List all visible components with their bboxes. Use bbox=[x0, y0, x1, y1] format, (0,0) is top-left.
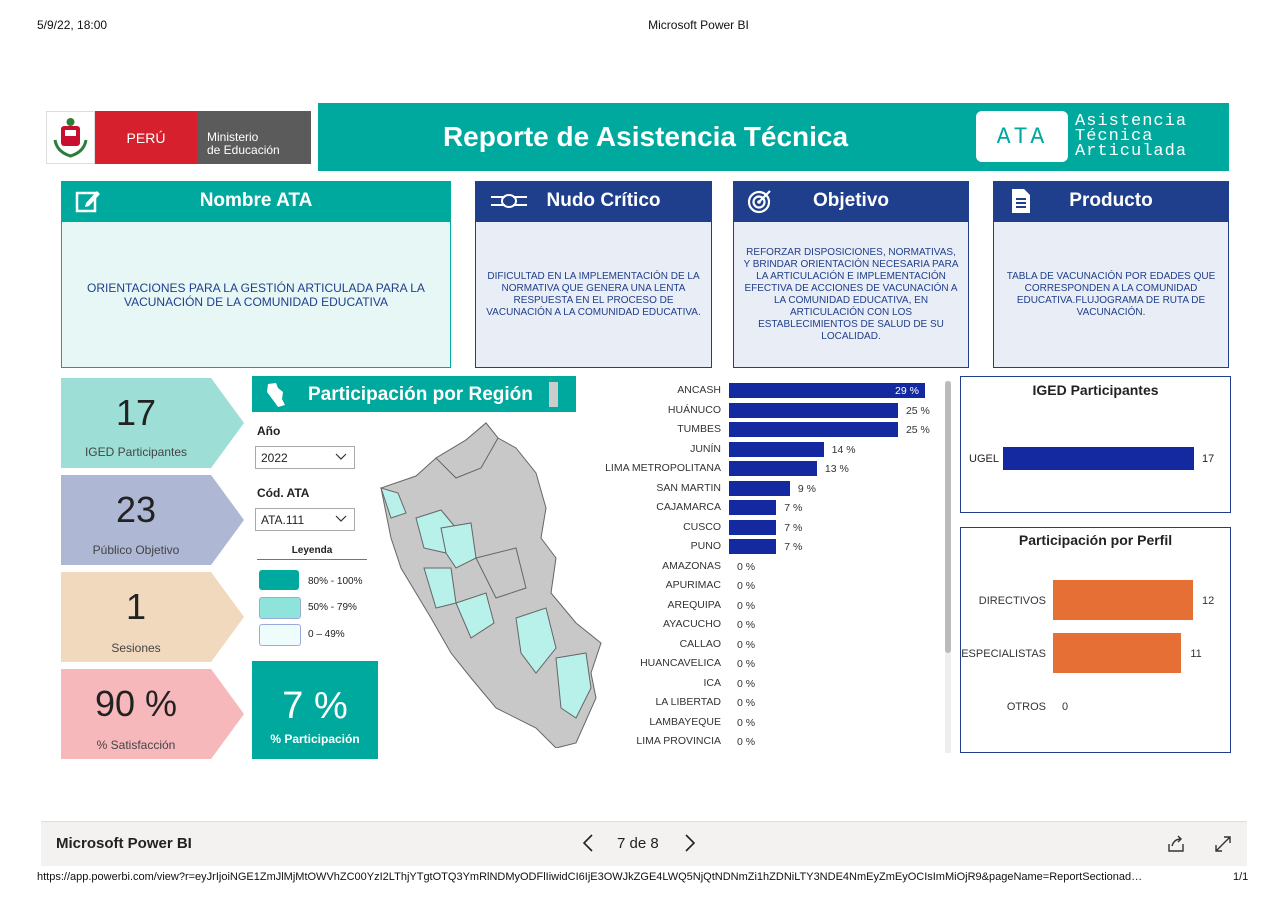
code-filter-label: Cód. ATA bbox=[257, 486, 310, 500]
perfil-bar-chart bbox=[961, 578, 1232, 748]
card-nombre-ata bbox=[61, 181, 451, 368]
code-select[interactable]: ATA.111 bbox=[255, 508, 355, 531]
bar-value-label: 0 % bbox=[737, 599, 756, 612]
bar-value-label: 0 % bbox=[737, 697, 756, 709]
bar-value-label: 0 % bbox=[737, 560, 756, 573]
bar-value-label: 0 % bbox=[737, 658, 756, 670]
year-filter-label: Año bbox=[257, 424, 281, 438]
bar[interactable] bbox=[729, 500, 776, 515]
iged-value: 17 bbox=[1202, 453, 1215, 465]
legend-label-mid: 50% - 79% bbox=[308, 602, 357, 613]
bar-value-label: 14 % bbox=[831, 443, 856, 456]
card-producto bbox=[993, 181, 1229, 368]
bar[interactable] bbox=[729, 442, 824, 457]
document-icon bbox=[1007, 188, 1033, 220]
card-objetivo-body: REFORZAR DISPOSICIONES, NORMATIVAS, Y BRINDAR ORIENTACIÓN NECESARIA PARA LA ARTICULACIÓN E IMPLEMENTACIÓN EFECTIVA DE ACCIONES DE VACUNACIÓN A LA COMUNIDAD EDUCATIVA, EN ARTICULACIÓN CON LOS ESTABLECIMIENTOS DE SALUD DE SU LOCALIDAD. bbox=[733, 221, 969, 368]
participation-value: 7 % bbox=[282, 685, 348, 727]
bar-label: SAN MARTIN bbox=[656, 481, 721, 494]
region-bar-chart bbox=[565, 381, 955, 751]
region-header bbox=[252, 376, 576, 412]
legend-swatch-low bbox=[259, 624, 301, 646]
bar-value-label: 7 % bbox=[784, 521, 803, 534]
card-nudo-critico bbox=[475, 181, 712, 368]
card-nombre-body: ORIENTACIONES PARA LA GESTIÓN ARTICULADA PARA LA VACUNACIÓN DE LA COMUNIDAD EDUCATIVA bbox=[61, 221, 451, 368]
bar-label: ICA bbox=[703, 676, 721, 689]
fullscreen-icon[interactable] bbox=[1213, 834, 1233, 859]
header-accent-bar bbox=[549, 382, 558, 407]
kpi-publico-objetivo: 23 Público Objetivo bbox=[61, 475, 244, 565]
bar-value-label: 0 % bbox=[737, 716, 756, 729]
bar-label: CAJAMARCA bbox=[656, 501, 721, 513]
peru-map-icon bbox=[264, 382, 286, 414]
card-producto-body: TABLA DE VACUNACIÓN POR EDADES QUE CORRESPONDEN A LA COMUNIDAD EDUCATIVA.FLUJOGRAMA DE RUTA DE VACUNACIÓN. bbox=[993, 221, 1229, 368]
page-indicator: 7 de 8 bbox=[617, 835, 659, 852]
bar-label: ANCASH bbox=[677, 384, 721, 396]
bar-label: CUSCO bbox=[683, 520, 721, 533]
scrollbar-thumb[interactable] bbox=[945, 381, 951, 653]
chevron-down-icon bbox=[335, 450, 347, 465]
print-datetime: 5/9/22, 18:00 bbox=[37, 18, 108, 32]
bar-value-label: 13 % bbox=[824, 463, 849, 475]
region-title: Participación por Región bbox=[308, 384, 533, 405]
perfil-bar-value: 11 bbox=[1190, 648, 1202, 660]
bar-label: TUMBES bbox=[677, 423, 721, 435]
bar-label: CALLAO bbox=[679, 637, 721, 650]
card-producto-title: Producto bbox=[1069, 190, 1153, 211]
ata-subtitle: Asistencia Técnica Articulada bbox=[1075, 112, 1188, 161]
legend-swatch-mid bbox=[259, 597, 301, 619]
iged-panel-title: IGED Participantes bbox=[1032, 382, 1159, 398]
coat-of-arms-icon bbox=[46, 111, 95, 164]
edit-icon bbox=[75, 188, 101, 220]
bar-label: LAMBAYEQUE bbox=[649, 715, 721, 728]
prev-page-icon[interactable] bbox=[581, 832, 595, 859]
perfil-bar-label: OTROS bbox=[1006, 701, 1046, 713]
bar-value-label: 0 % bbox=[737, 677, 756, 690]
print-page-count: 1/1 bbox=[1233, 871, 1249, 883]
target-icon bbox=[747, 188, 773, 220]
peru-label: PERÚ bbox=[95, 111, 197, 164]
bar-label: AYACUCHO bbox=[663, 618, 721, 630]
share-icon[interactable] bbox=[1166, 834, 1186, 859]
bar-value-label: 7 % bbox=[784, 541, 803, 553]
bar-value-label: 0 % bbox=[737, 619, 756, 631]
bar-value-label: 25 % bbox=[905, 404, 930, 417]
chevron-down-icon bbox=[335, 512, 347, 527]
report-title: Reporte de Asistencia Técnica bbox=[442, 121, 849, 152]
card-nudo-title: Nudo Crítico bbox=[546, 190, 661, 211]
iged-category-label: UGEL bbox=[969, 453, 999, 465]
card-objetivo-title: Objetivo bbox=[812, 190, 889, 211]
perfil-panel-title: Participación por Perfil bbox=[1018, 532, 1173, 548]
perfil-bar-label: DIRECTIVOS bbox=[978, 595, 1046, 607]
bar-value-label: 25 % bbox=[905, 424, 930, 436]
bar-label: AREQUIPA bbox=[667, 598, 721, 611]
bar-label: APURIMAC bbox=[665, 579, 721, 591]
bar-label: LA LIBERTAD bbox=[655, 696, 721, 708]
card-nudo-body: DIFICULTAD EN LA IMPLEMENTACIÓN DE LA NORMATIVA QUE GENERA UNA LENTA RESPUESTA EN EL PROCESO DE VACUNACIÓN A LA COMUNIDAD EDUCATIVA. bbox=[475, 221, 712, 368]
card-nombre-title: Nombre ATA bbox=[199, 190, 313, 211]
bar[interactable] bbox=[729, 403, 898, 418]
kpi-iged-participantes: 17 IGED Participantes bbox=[61, 378, 244, 468]
year-select[interactable]: 2022 bbox=[255, 446, 355, 469]
bar-value-label: 9 % bbox=[797, 482, 816, 495]
bar[interactable] bbox=[729, 520, 776, 535]
bar-value-label: 0 % bbox=[737, 580, 756, 592]
perfil-bar[interactable] bbox=[1053, 580, 1193, 620]
perfil-bar-label: ESPECIALISTAS bbox=[961, 648, 1046, 660]
bar-value-label: 0 % bbox=[737, 736, 756, 748]
bar-label: HUÁNUCO bbox=[667, 403, 721, 416]
bar[interactable] bbox=[729, 422, 898, 437]
card-objetivo bbox=[733, 181, 969, 368]
chart-scrollbar[interactable] bbox=[945, 381, 951, 753]
bar-label: JUNÍN bbox=[690, 442, 721, 455]
bar-value-label: 0 % bbox=[737, 638, 756, 651]
bar[interactable] bbox=[729, 461, 817, 476]
iged-bar[interactable] bbox=[1003, 447, 1194, 470]
ministry-label: Ministerio de Educación bbox=[197, 111, 311, 164]
bar[interactable] bbox=[729, 539, 776, 554]
legend-label-high: 80% - 100% bbox=[308, 576, 363, 587]
print-title: Microsoft Power BI bbox=[648, 18, 749, 32]
iged-panel bbox=[960, 376, 1231, 513]
perfil-bar-value: 12 bbox=[1202, 595, 1215, 607]
participation-label: % Participación bbox=[270, 732, 360, 746]
bar-value-label: 7 % bbox=[784, 502, 803, 514]
kpi-sesiones: 1 Sesiones bbox=[61, 572, 244, 662]
bar-value-label: 29 % bbox=[895, 385, 919, 397]
legend-title: Leyenda bbox=[257, 545, 367, 560]
bar-label: AMAZONAS bbox=[662, 559, 721, 572]
legend-label-low: 0 – 49% bbox=[308, 629, 345, 640]
participation-card bbox=[252, 661, 378, 759]
next-page-icon[interactable] bbox=[683, 832, 697, 859]
page-url: https://app.powerbi.com/view?r=eyJrIjoiNGE1ZmJlMjMtOWVhZC00YzI2LThjYTgtOTQ3YmRlNDMyODFlIiwidCI6IjE3OWJkZGE4LWQ5NjQtNDNmZi1hZDNiLTY3NDE4NmEyZmEyOCIsImMiOjR9&pageName=ReportSectionad… bbox=[37, 871, 1143, 883]
kpi-satisfaccion: 90 % % Satisfacción bbox=[61, 669, 244, 759]
bar-label: PUNO bbox=[690, 540, 721, 552]
minedu-logo bbox=[46, 111, 311, 164]
perfil-bar-value: 0 bbox=[1062, 701, 1069, 713]
powerbi-footer bbox=[41, 821, 1247, 866]
legend-swatch-high bbox=[259, 570, 299, 590]
bar-label: HUANCAVELICA bbox=[640, 657, 721, 669]
ata-badge: ATA bbox=[976, 111, 1068, 162]
footer-app-name: Microsoft Power BI bbox=[56, 835, 192, 852]
perfil-panel bbox=[960, 527, 1231, 753]
bar[interactable] bbox=[729, 481, 790, 496]
knot-icon bbox=[489, 188, 529, 220]
bar-label: LIMA METROPOLITANA bbox=[605, 462, 721, 474]
perfil-bar[interactable] bbox=[1053, 633, 1181, 673]
bar-label: LIMA PROVINCIA bbox=[636, 735, 721, 747]
